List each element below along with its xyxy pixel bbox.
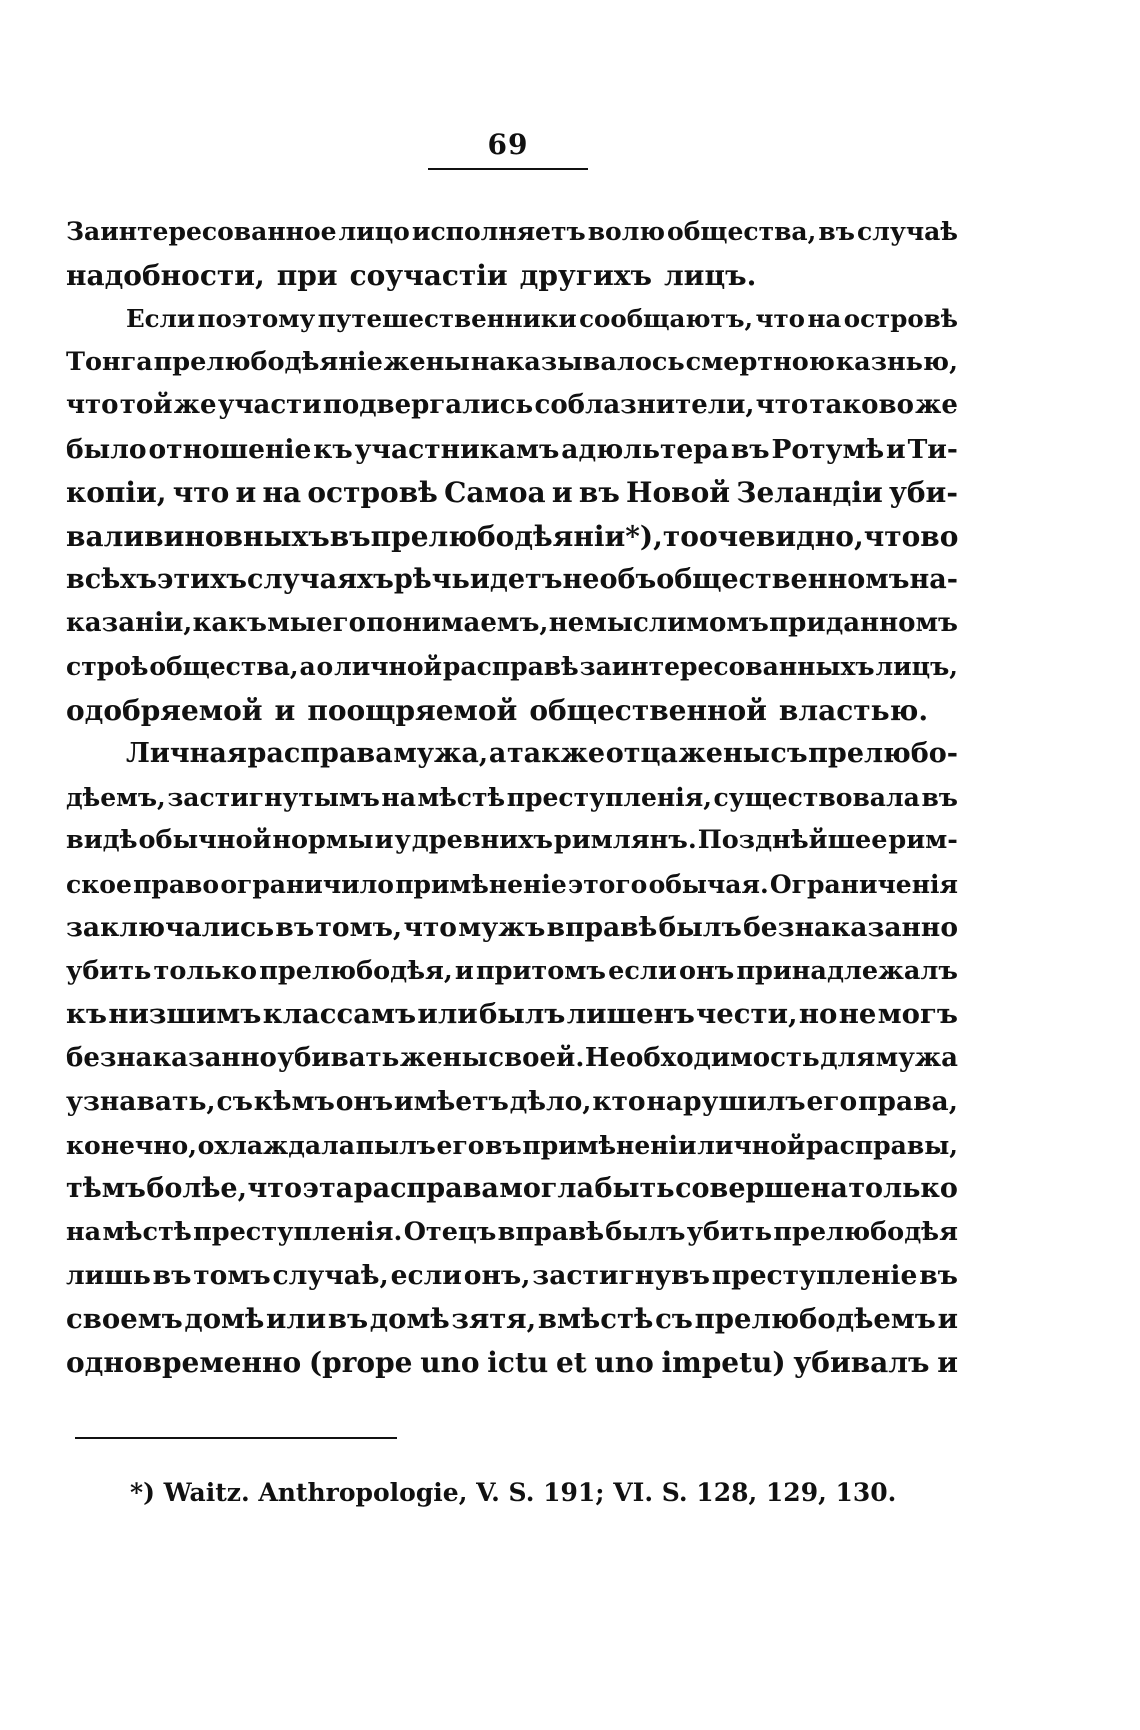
text-line: къ низшимъ классамъ или былъ лишенъ чести, но не могъ xyxy=(66,998,958,1030)
text-line: копіи, что и на островѣ Самоа и въ Новой Зеландіи уби- xyxy=(66,476,958,509)
text-line: заключались въ томъ, что мужъ вправѣ былъ безнаказанно xyxy=(66,912,958,943)
text-line: строѣ общества, а о личной расправѣ заинтересованныхъ лицъ, xyxy=(66,652,958,681)
text-line: безнаказанно убивать жены своей. Необходимость для мужа xyxy=(66,1042,958,1073)
text-line: всѣхъ этихъ случаяхъ рѣчь идетъ не объ общественномъ на- xyxy=(66,564,958,595)
text-line: дѣемъ, застигнутымъ на мѣстѣ преступленія, существовала въ xyxy=(66,782,958,812)
text-line: Заинтересованное лицо исполняетъ волю общества, въ случаѣ xyxy=(66,217,958,246)
text-line: лишь въ томъ случаѣ, если онъ, застигнувъ преступленіе въ xyxy=(66,1260,958,1291)
body-text xyxy=(66,210,958,1385)
text-line: ское право ограничило примѣненіе этого обычая. Ограниченія xyxy=(66,869,958,899)
text-line: на мѣстѣ преступленія. Отецъ вправѣ былъ убить прелюбодѣя xyxy=(66,1216,958,1247)
text-line: одновременно (prope uno ictu et uno impetu) убивалъ и xyxy=(66,1346,958,1379)
text-line: конечно, охлаждала пылъ его въ примѣненіи личной расправы, xyxy=(66,1130,958,1160)
text-line: узнавать, съ кѣмъ онъ имѣетъ дѣло, кто нарушилъ его права, xyxy=(66,1086,958,1117)
footnote: *) Waitz. Anthropologie, V. S. 191; VI. S. 128, 129, 130. xyxy=(130,1478,897,1507)
text-line: Тонга прелюбодѣяніе жены наказывалось смертною казнью, xyxy=(66,346,958,377)
text-line: одобряемой и поощряемой общественной властью. xyxy=(66,693,929,727)
text-line: надобности, при соучастіи другихъ лицъ. xyxy=(66,258,757,292)
text-line: было отношеніе къ участникамъ адюльтера въ Ротумѣ и Ти- xyxy=(66,433,958,465)
text-line: казаніи, какъ мы его понимаемъ, немыслимомъ при данномъ xyxy=(66,607,958,638)
text-line: тѣмъ болѣе, что эта расправа могла быть совершена только xyxy=(66,1173,958,1204)
text-line: своемъ домѣ или въ домѣ зятя, вмѣстѣ съ прелюбодѣемъ и xyxy=(66,1302,958,1335)
text-line: убить только прелюбодѣя, и притомъ если онъ принадлежалъ xyxy=(66,955,958,986)
page-number: 69 xyxy=(487,128,529,161)
page-number-rule xyxy=(428,168,588,170)
text-line: видѣ обычной нормы и у древнихъ римлянъ. Позднѣйшее рим- xyxy=(66,825,958,855)
text-line: Личная расправа мужа, а также отца жены съ прелюбо- xyxy=(126,738,958,769)
text-line: Если поэтому путешественники сообщаютъ, что на островѣ xyxy=(126,304,958,333)
text-line: вали виновныхъ въ прелюбодѣяніи *), то очевидно, что во xyxy=(66,519,959,553)
text-line: что той же участи подвергались соблазнители, что таково же xyxy=(66,390,958,420)
footnote-rule xyxy=(75,1437,397,1439)
